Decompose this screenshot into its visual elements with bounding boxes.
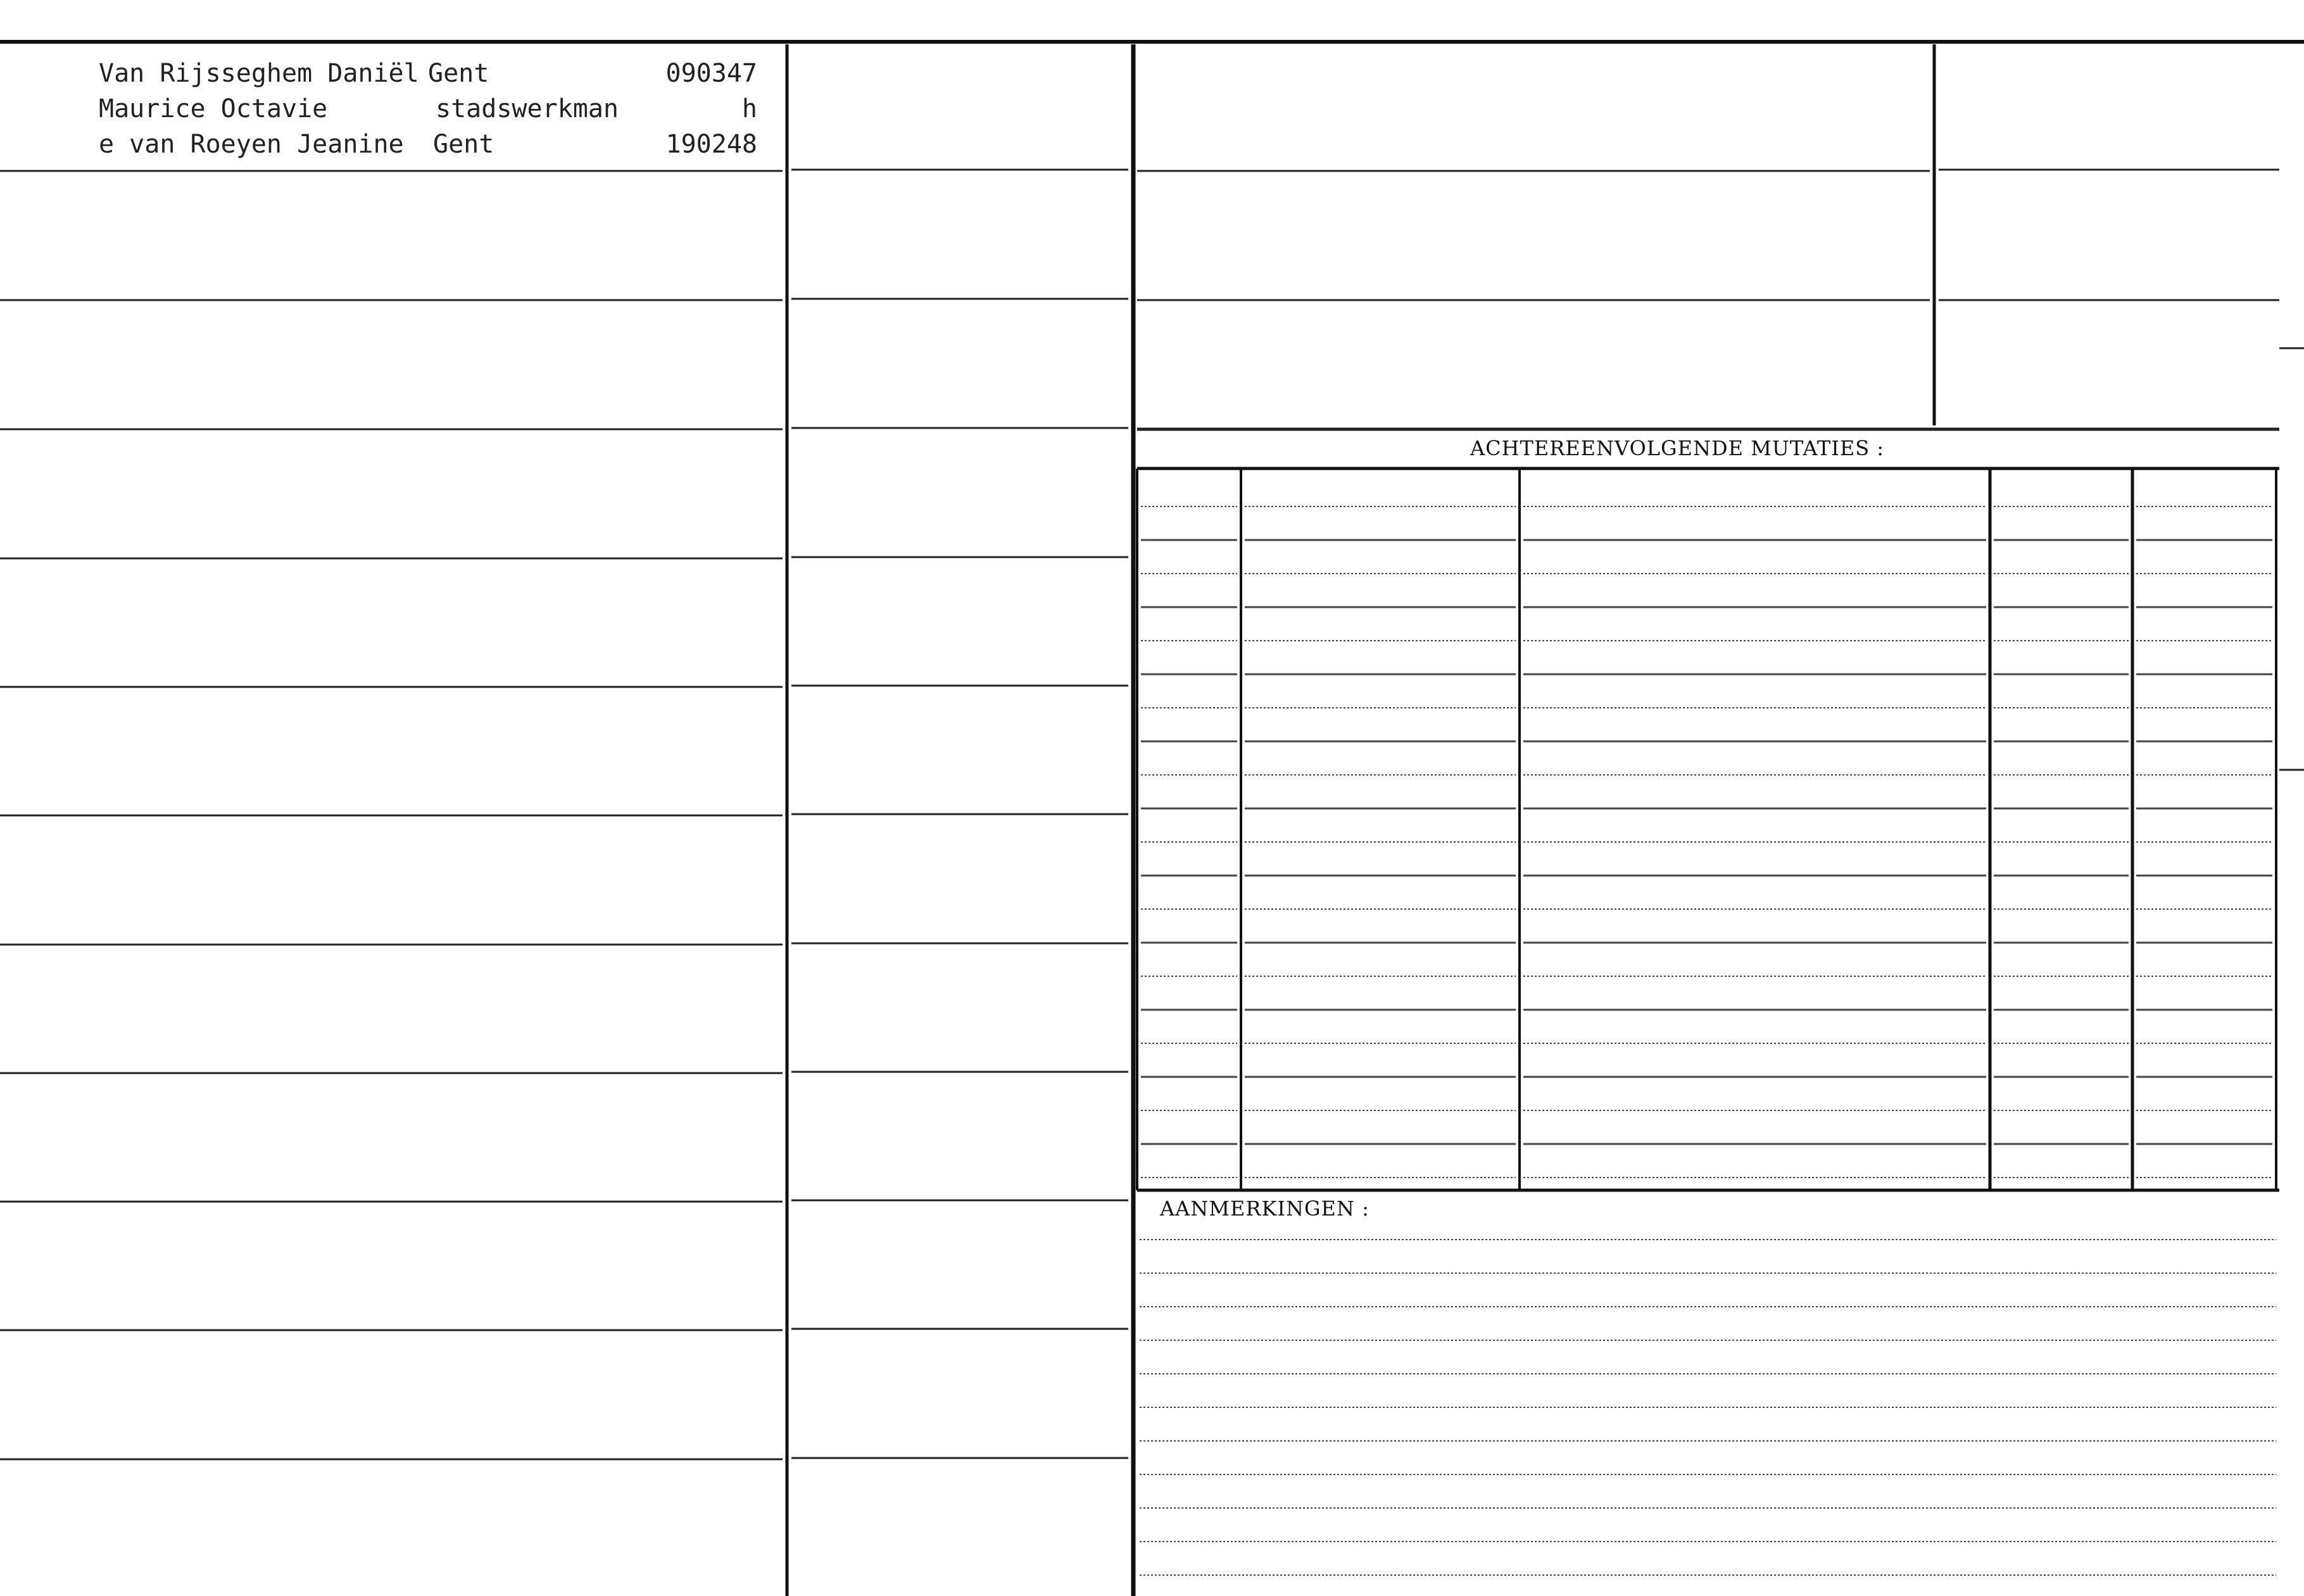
- column-lines: [0, 42, 2304, 1596]
- mutation-row-lines: [1141, 506, 2272, 1178]
- entry-line-3-date: 190248: [665, 130, 757, 159]
- entry-line-2-occupation: stadswerkman: [436, 94, 619, 123]
- entry-line-3-name: e van Roeyen Jeanine: [99, 130, 404, 159]
- entry-line-2-sex: h: [741, 94, 757, 123]
- entry-line-3: [99, 132, 757, 161]
- entry-line-3-place: Gent: [433, 130, 494, 159]
- entry-line-1: [99, 61, 757, 90]
- remark-lines: [1140, 1240, 2276, 1575]
- mutations-heading: ACHTEREENVOLGENDE MUTATIES :: [1470, 436, 1885, 460]
- entry-line-2-name: Maurice Octavie: [99, 94, 328, 123]
- entry-line-1-date: 090347: [665, 59, 757, 88]
- mutations-table: [1137, 468, 2279, 1190]
- entry-line-2: [99, 96, 757, 125]
- entry-line-1-place: Gent: [428, 59, 489, 88]
- entry-line-1-name: Van Rijsseghem Daniël: [99, 59, 419, 88]
- remarks-heading: AANMERKINGEN :: [1160, 1197, 1369, 1221]
- register-row-lines: [0, 170, 1128, 1459]
